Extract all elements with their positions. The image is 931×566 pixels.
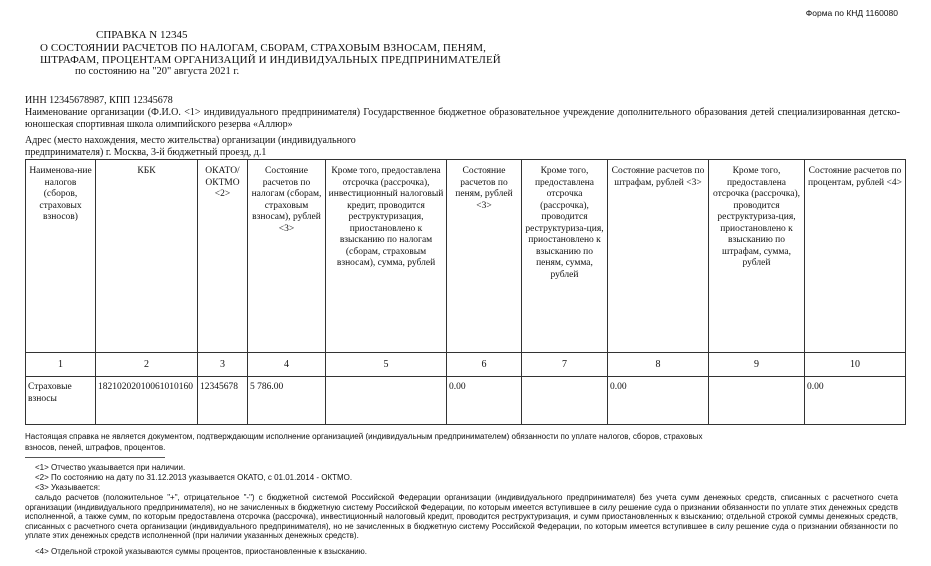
- column-number-row: [26, 353, 906, 377]
- column-number: 10: [805, 353, 906, 377]
- certificate-number: СПРАВКА N 12345: [96, 29, 188, 41]
- cell-tax-name: Страховые взносы: [26, 377, 96, 425]
- column-number: 3: [198, 353, 248, 377]
- cell-penalty-balance: 0.00: [447, 377, 522, 425]
- cell-fine-balance: 0.00: [608, 377, 709, 425]
- column-number: 1: [26, 353, 96, 377]
- date-line: по состоянию на "20" августа 2021 г.: [75, 66, 240, 77]
- title-line-1: О СОСТОЯНИИ РАСЧЕТОВ ПО НАЛОГАМ, СБОРАМ, СТРАХОВЫМ ВЗНОСАМ, ПЕНЯМ,: [40, 42, 486, 54]
- header-cell-okato: ОКАТО/ ОКТМО <2>: [198, 160, 248, 353]
- column-number: 8: [608, 353, 709, 377]
- cell-penalty-deferral: [522, 377, 608, 425]
- column-number: 7: [522, 353, 608, 377]
- footnote-3: <3> Указывается:: [35, 483, 101, 492]
- header-cell-tax-name: Наименова-ние налогов (сборов, страховых взносов): [26, 160, 96, 353]
- table-header-row: [26, 160, 906, 353]
- header-cell-penalty-balance: Состояние расчетов по пеням, рублей <3>: [447, 160, 522, 353]
- cell-fine-deferral: [709, 377, 805, 425]
- header-cell-penalty-deferral: Кроме того, предоставлена отсрочка (рассрочка), проводится реструктуриза-ция, приостановлено к взысканию по пеням, сумма, рублей: [522, 160, 608, 353]
- header-cell-fine-deferral: Кроме того, предоставлена отсрочка (рассрочка), проводится реструктуриза-ция, приостановлено к взысканию по штрафам, сумма, рублей: [709, 160, 805, 353]
- table-row: [26, 377, 906, 425]
- header-cell-tax-deferral: Кроме того, предоставлена отсрочка (рассрочка), инвестиционный налоговый кредит, проводится реструктуризация, приостановлено к взысканию по налогам (сборам, страховым взносам), сумма, рублей: [326, 160, 447, 353]
- footnote-1: <1> Отчество указывается при наличии.: [35, 463, 186, 472]
- footnote-2: <2> По состоянию на дату по 31.12.2013 указывается ОКАТО, с 01.01.2014 - ОКТМО.: [35, 473, 353, 482]
- cell-kbk: 18210202010061010160: [96, 377, 198, 425]
- column-number: 9: [709, 353, 805, 377]
- header-cell-kbk: КБК: [96, 160, 198, 353]
- column-number: 6: [447, 353, 522, 377]
- cell-interest-balance: 0.00: [805, 377, 906, 425]
- header-cell-fine-balance: Состояние расчетов по штрафам, рублей <3>: [608, 160, 709, 353]
- inn-kpp: ИНН 12345678987, КПП 12345678: [25, 95, 173, 106]
- organization-name: Наименование организации (Ф.И.О. <1> индивидуального предпринимателя) Государственное бюджетное образовательное учреждение дополнительного образования детей специализированная детско-юношеская спортивная школа олимпийского резерва «Аллюр»: [25, 107, 900, 130]
- cell-tax-balance: 5 786.00: [248, 377, 326, 425]
- cell-okato: 12345678: [198, 377, 248, 425]
- footnote-3-text: сальдо расчетов (положительное "+", отрицательное "-") с бюджетной системой Российской Федерации организации (индивидуального предпринимателя) без учета сумм денежных средств, списанных с расчетного счета организации (индивидуального предпринимателя), но не зачисленных в бюджетную систему Российской Федерации, по которым имеется вступившее в силу решение суда о признании обязанности по уплате этих денежных средств исполненной, а также сумм, по которым предоставлена отсрочка (рассрочка), инвестиционный налоговый кредит, проводится реструктуризация, и сумм приостановленных к взысканию; отдельной строкой суммы денежных средств, списанных с расчетного счета организации (индивидуального предпринимателя), но не зачисленных в бюджетную систему Российской Федерации, по которым имеется вступившее в силу решение суда о признании обязанности по уплате этих денежных средств исполненной (при наличии указанных денежных средств).: [25, 493, 898, 540]
- organization-address: Адрес (место нахождения, место жительства) организации (индивидуального предпринимателя) г. Москва, 3-й бюджетный проезд, д.1: [25, 135, 356, 158]
- header-cell-tax-balance: Состояние расчетов по налогам (сборам, страховым взносам), рублей <3>: [248, 160, 326, 353]
- title-line-2: ШТРАФАМ, ПРОЦЕНТАМ ОРГАНИЗАЦИЙ И ИНДИВИДУАЛЬНЫХ ПРЕДПРИНИМАТЕЛЕЙ: [40, 54, 501, 66]
- header-cell-interest-balance: Состояние расчетов по процентам, рублей <4>: [805, 160, 906, 353]
- cell-tax-deferral: [326, 377, 447, 425]
- column-number: 4: [248, 353, 326, 377]
- disclaimer-text: Настоящая справка не является документом, подтверждающим исполнение организацией (индивидуальным предпринимателем) обязанности по уплате налогов, сборов, страховых взносов, пеней, штрафов, процентов.: [25, 432, 703, 452]
- column-number: 2: [96, 353, 198, 377]
- column-number: 5: [326, 353, 447, 377]
- footnote-4: <4> Отдельной строкой указываются суммы процентов, приостановленные к взысканию.: [35, 547, 367, 556]
- settlements-table: [25, 159, 906, 425]
- footnote-divider: [25, 457, 165, 458]
- form-code: Форма по КНД 1160080: [805, 8, 898, 18]
